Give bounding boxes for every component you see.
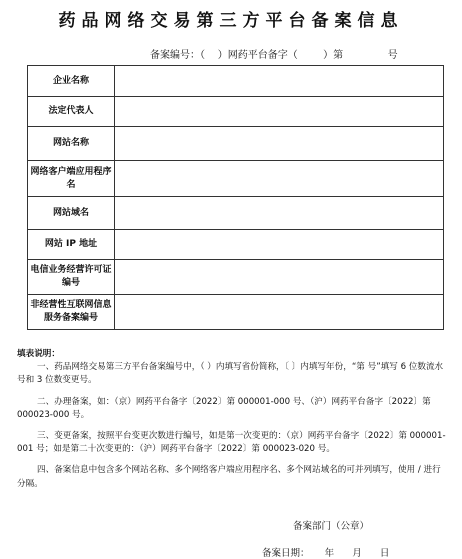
row-label-telecom-license: 电信业务经营许可证编号: [28, 260, 115, 295]
row-label-ip-address: 网站 IP 地址: [28, 230, 115, 260]
table-row: [28, 260, 444, 295]
row-value-client-app-name[interactable]: [115, 161, 444, 197]
row-label-domain: 网站域名: [28, 197, 115, 230]
registration-form-table: [27, 65, 444, 330]
instruction-item-1: 一、药品网络交易第三方平台备案编号中，（ ）内填写省份简称，〔 〕内填写年份，“第 号”填写 6 位数流水号和 3 位数变更号。: [17, 362, 444, 386]
registration-number-line: 备案编号：（ ）网药平台备字（ ）第 号: [150, 50, 398, 61]
table-row: [28, 127, 444, 161]
instructions-heading: 填表说明：: [17, 349, 60, 359]
row-value-telecom-license[interactable]: [115, 260, 444, 295]
row-value-legal-representative[interactable]: [115, 97, 444, 127]
table-row: [28, 197, 444, 230]
document-title: 药品网络交易第三方平台备案信息: [58, 11, 404, 31]
row-label-website-name: 网站名称: [28, 127, 115, 161]
table-row: [28, 66, 444, 97]
table-row: [28, 295, 444, 330]
table-row: [28, 97, 444, 127]
instruction-item-4: 四、备案信息中包含多个网站名称、多个网络客户端应用程序名、多个网站域名的可并列填写，使用 / 进行分隔。: [17, 465, 441, 489]
table-row: [28, 161, 444, 197]
instruction-item-2: 二、办理备案，如：（京）网药平台备字〔2022〕第 000001-000 号、（沪）网药平台备字〔2022〕第 000023-000 号。: [17, 396, 431, 420]
row-value-icp-filing[interactable]: [115, 295, 444, 330]
filing-date-line: 备案日期： 年 月 日: [262, 548, 390, 559]
row-value-enterprise-name[interactable]: [115, 66, 444, 97]
row-label-icp-filing: 非经营性互联网信息服务备案编号: [28, 295, 115, 330]
instruction-item-3: 三、变更备案，按照平台变更次数进行编号，如是第一次变更的：（京）网药平台备字〔2022〕第 000001-001 号；如是第二十次变更的：（沪）网药平台备字〔2022〕第 000023-020 号。: [17, 431, 446, 455]
row-value-website-name[interactable]: [115, 127, 444, 161]
instructions-section: [17, 348, 447, 499]
row-value-domain[interactable]: [115, 197, 444, 230]
row-label-client-app-name: 网络客户端应用程序名: [28, 161, 115, 197]
row-label-legal-representative: 法定代表人: [28, 97, 115, 127]
table-row: [28, 230, 444, 260]
row-label-enterprise-name: 企业名称: [28, 66, 115, 97]
filing-department-seal: 备案部门（公章）: [293, 521, 370, 532]
row-value-ip-address[interactable]: [115, 230, 444, 260]
